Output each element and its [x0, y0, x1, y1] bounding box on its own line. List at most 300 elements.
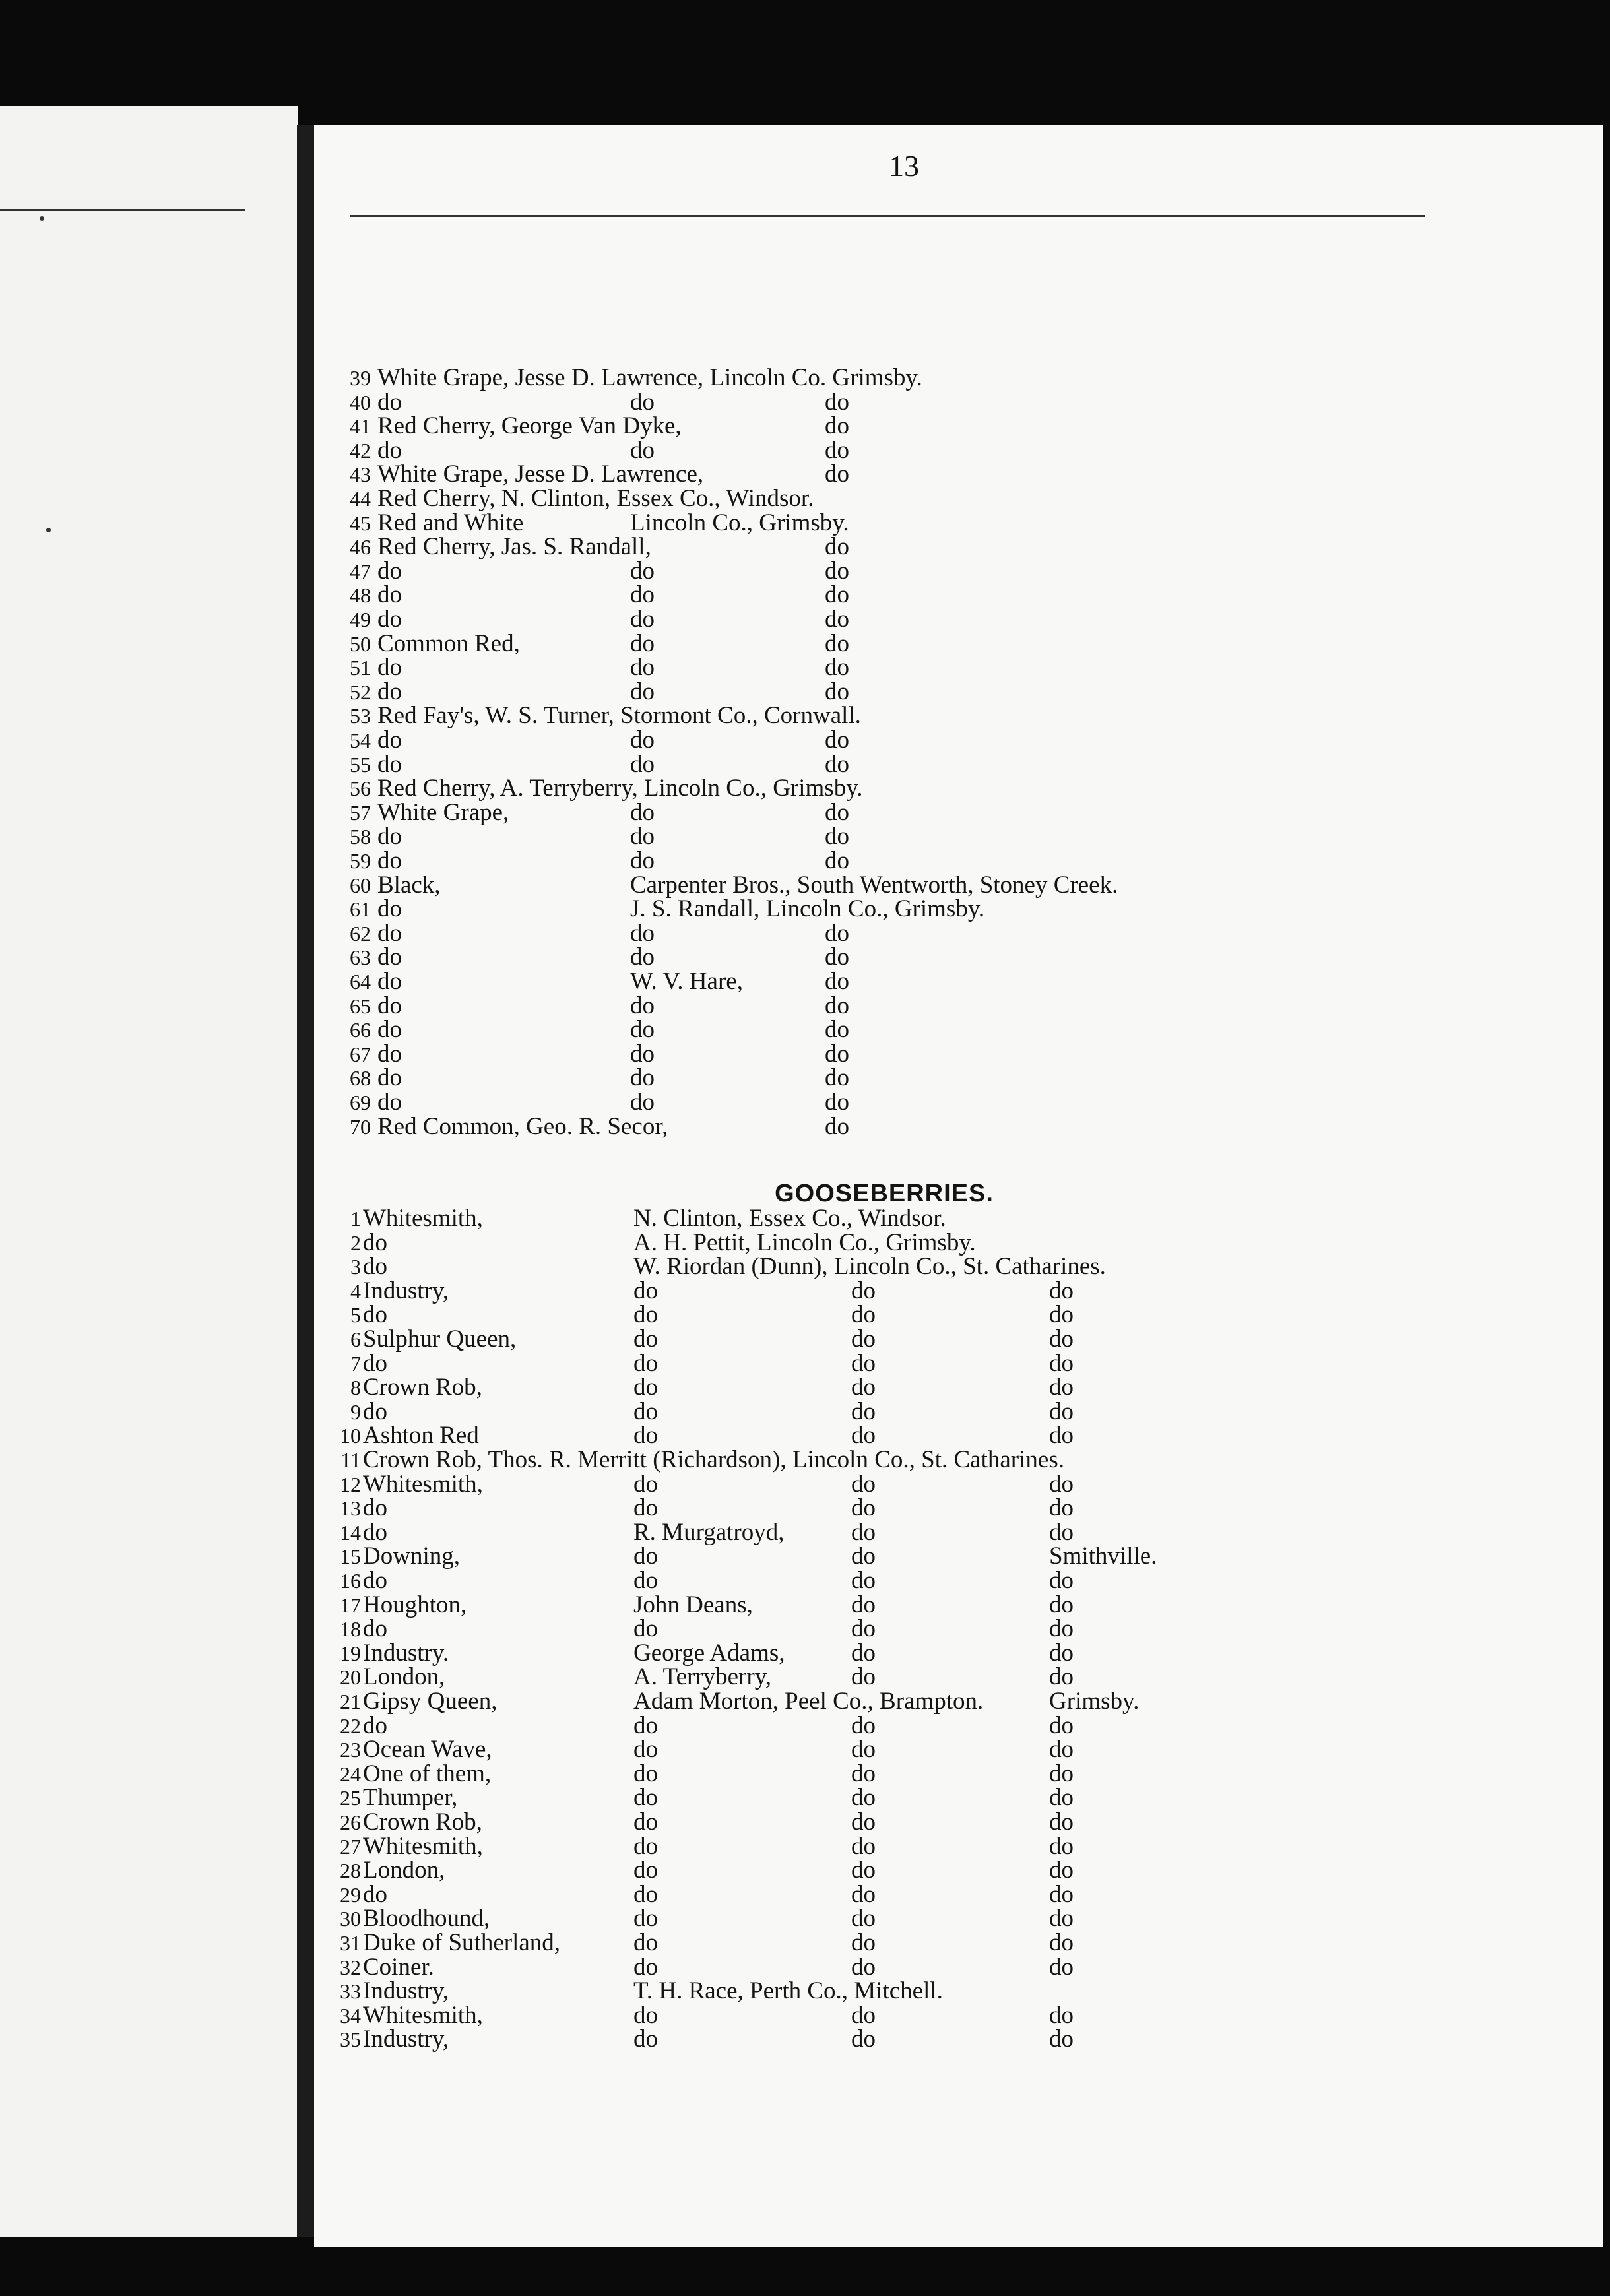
entry-cell: do — [825, 968, 849, 995]
entry-cell: do — [851, 1663, 876, 1691]
entry-cell: N. Clinton, Essex Co., Windsor. — [633, 1205, 946, 1232]
entry-cell: do — [633, 1929, 658, 1956]
entry-row — [0, 1065, 1610, 1091]
entry-number: 20 — [340, 1665, 361, 1690]
entry-cell: do — [851, 1422, 876, 1450]
paper-speck — [40, 216, 44, 221]
entry-row — [0, 1422, 1610, 1449]
entry-row — [0, 654, 1610, 681]
entry-number: 35 — [340, 2027, 361, 2052]
entry-row — [0, 2026, 1610, 2053]
entry-row — [0, 1205, 1610, 1232]
entry-cell: do — [630, 606, 655, 633]
entry-cell: do — [1049, 1422, 1074, 1450]
entry-cell: do — [377, 968, 402, 995]
entry-cell: do — [630, 629, 655, 657]
entry-number: 55 — [350, 752, 371, 777]
entry-cell: do — [1049, 1470, 1074, 1498]
entry-cell: do — [825, 557, 849, 585]
entry-cell: do — [1049, 1591, 1074, 1618]
entry-number: 24 — [340, 1762, 361, 1786]
entry-cell: Crown Rob, — [363, 1374, 482, 1401]
entry-cell: do — [377, 919, 402, 947]
entry-cell: do — [630, 1064, 655, 1092]
entry-row — [0, 679, 1610, 705]
entry-cell: do — [633, 1277, 658, 1304]
entry-number: 39 — [350, 366, 371, 390]
entry-cell: do — [633, 1808, 658, 1835]
entry-row — [0, 993, 1610, 1019]
entry-row — [0, 1761, 1610, 1787]
entry-cell: Whitesmith, — [363, 1205, 483, 1232]
entry-row — [0, 1302, 1610, 1328]
entry-cell: do — [633, 2001, 658, 2029]
entry-cell: do — [1049, 1518, 1074, 1546]
entry-cell: Red and White — [377, 509, 524, 536]
entry-cell: do — [825, 1016, 849, 1044]
entry-row — [0, 1114, 1610, 1140]
scan-background — [0, 2247, 1610, 2296]
entry-number: 1 — [350, 1207, 361, 1230]
entry-cell: do — [633, 1832, 658, 1860]
entry-cell: do — [633, 1784, 658, 1812]
entry-cell: Industry, — [363, 1277, 449, 1304]
entry-row — [0, 1471, 1610, 1498]
entry-cell: White Grape, Jesse D. Lawrence, Lincoln Co. Grimsby. — [377, 364, 922, 391]
entry-number: 64 — [350, 970, 371, 994]
entry-cell: do — [630, 943, 655, 971]
entry-cell: do — [633, 1470, 658, 1498]
entry-cell: Red Cherry, A. Terryberry, Lincoln Co., Grimsby. — [377, 775, 863, 802]
entry-cell: do — [851, 1374, 876, 1401]
entry-cell: do — [377, 943, 402, 971]
entry-cell: do — [630, 557, 655, 585]
entry-row — [0, 1254, 1610, 1280]
entry-cell: Black, — [377, 871, 441, 899]
entry-cell: Thumper, — [363, 1784, 458, 1812]
entry-number: 63 — [350, 945, 371, 970]
entry-cell: do — [630, 1016, 655, 1044]
entry-cell: do — [630, 388, 655, 416]
entry-cell: do — [851, 1349, 876, 1377]
entry-cell: Red Cherry, Jas. S. Randall, — [377, 533, 651, 561]
entry-cell: do — [377, 847, 402, 874]
entry-cell: Lincoln Co., Grimsby. — [630, 509, 849, 536]
entry-cell: do — [851, 1494, 876, 1522]
entry-cell: do — [851, 1301, 876, 1329]
entry-cell: Ashton Red — [363, 1422, 479, 1450]
entry-cell: J. S. Randall, Lincoln Co., Grimsby. — [630, 895, 985, 923]
entry-cell: do — [825, 629, 849, 657]
entry-number: 31 — [340, 1931, 361, 1955]
entry-cell: do — [1049, 1349, 1074, 1377]
entry-cell: do — [633, 1301, 658, 1329]
entry-cell: do — [825, 581, 849, 609]
entry-cell: Gipsy Queen, — [363, 1688, 498, 1715]
entry-row — [0, 365, 1610, 391]
entry-cell: do — [1049, 1325, 1074, 1353]
entry-cell: do — [1049, 1277, 1074, 1304]
entry-number: 21 — [340, 1690, 361, 1713]
entry-cell: do — [633, 1880, 658, 1908]
entry-row — [0, 1278, 1610, 1304]
entry-cell: do — [633, 1905, 658, 1932]
entry-number: 46 — [350, 535, 371, 559]
entry-cell: do — [633, 1760, 658, 1787]
entry-cell: do — [825, 654, 849, 682]
entry-row — [0, 582, 1610, 608]
entry-cell: Sulphur Queen, — [363, 1325, 517, 1353]
entry-cell: do — [851, 1567, 876, 1594]
entry-cell: do — [1049, 1397, 1074, 1425]
entry-cell: do — [851, 1857, 876, 1884]
entry-number: 33 — [340, 1979, 361, 2004]
entry-row — [0, 1713, 1610, 1739]
entry-number: 13 — [340, 1496, 361, 1521]
entry-number: 62 — [350, 921, 371, 945]
entry-cell: R. Murgatroyd, — [633, 1518, 785, 1546]
entry-cell: Smithville. — [1049, 1543, 1157, 1570]
entry-cell: do — [633, 2025, 658, 2053]
entry-cell: do — [1049, 1736, 1074, 1764]
entry-cell: do — [633, 1736, 658, 1764]
entry-cell: do — [633, 1857, 658, 1884]
entry-cell: White Grape, Jesse D. Lawrence, — [377, 461, 704, 488]
entry-cell: do — [851, 1929, 876, 1956]
entry-number: 59 — [350, 849, 371, 873]
entry-number: 57 — [350, 800, 371, 825]
entry-cell: do — [377, 895, 402, 923]
entry-cell: do — [851, 1880, 876, 1908]
entry-row — [0, 1857, 1610, 1884]
entry-number: 48 — [350, 583, 371, 608]
entry-cell: do — [1049, 1494, 1074, 1522]
entry-cell: do — [633, 1953, 658, 1981]
entry-cell: do — [825, 1064, 849, 1092]
entry-cell: do — [630, 1089, 655, 1116]
entry-cell: do — [1049, 2001, 1074, 2029]
entry-cell: Red Cherry, George Van Dyke, — [377, 412, 682, 440]
entry-cell: W. Riordan (Dunn), Lincoln Co., St. Catharines. — [633, 1253, 1106, 1281]
entry-row — [0, 1640, 1610, 1667]
entry-cell: do — [851, 1905, 876, 1932]
entry-number: 52 — [350, 680, 371, 704]
entry-cell: T. H. Race, Perth Co., Mitchell. — [633, 1977, 943, 2005]
entry-number: 3 — [350, 1255, 361, 1279]
entry-cell: Downing, — [363, 1543, 460, 1570]
entry-row — [0, 920, 1610, 947]
entry-cell: do — [851, 1953, 876, 1981]
entry-cell: do — [825, 992, 849, 1019]
entry-row — [0, 2002, 1610, 2029]
entry-cell: do — [851, 2025, 876, 2053]
entry-number: 67 — [350, 1042, 371, 1066]
entry-number: 29 — [340, 1882, 361, 1907]
entry-number: 30 — [340, 1907, 361, 1931]
entry-number: 47 — [350, 559, 371, 583]
entry-row — [0, 823, 1610, 850]
entry-cell: do — [825, 847, 849, 874]
entry-row — [0, 896, 1610, 922]
entry-cell: do — [825, 726, 849, 753]
entry-number: 27 — [340, 1834, 361, 1859]
entry-cell: do — [825, 919, 849, 947]
entry-row — [0, 1592, 1610, 1618]
entry-row — [0, 1519, 1610, 1546]
entry-cell: do — [377, 436, 402, 464]
entry-cell: do — [377, 1016, 402, 1044]
entry-cell: do — [633, 1422, 658, 1450]
entry-cell: do — [377, 678, 402, 705]
entry-cell: do — [825, 1112, 849, 1140]
entry-cell: do — [630, 654, 655, 682]
entry-cell: do — [630, 581, 655, 609]
entry-cell: do — [851, 1470, 876, 1498]
entry-cell: Duke of Sutherland, — [363, 1929, 561, 1956]
entry-cell: Grimsby. — [1049, 1688, 1140, 1715]
entry-row — [0, 1834, 1610, 1860]
entry-cell: do — [825, 436, 849, 464]
entry-cell: do — [377, 1040, 402, 1068]
entry-cell: do — [633, 1349, 658, 1377]
entry-cell: Ocean Wave, — [363, 1736, 492, 1764]
entry-cell: do — [363, 1397, 387, 1425]
entry-row — [0, 486, 1610, 512]
entry-number: 12 — [340, 1472, 361, 1496]
page-number: 13 — [889, 149, 919, 183]
entry-cell: W. V. Hare, — [630, 968, 743, 995]
entry-cell: do — [851, 1591, 876, 1618]
entry-cell: do — [363, 1494, 387, 1522]
entry-number: 28 — [340, 1859, 361, 1883]
entry-cell: Red Cherry, N. Clinton, Essex Co., Windsor. — [377, 485, 814, 512]
entry-cell: do — [377, 750, 402, 778]
entry-number: 9 — [350, 1399, 361, 1424]
entry-cell: do — [363, 1711, 387, 1739]
entry-cell: Whitesmith, — [363, 2001, 483, 2029]
entry-cell: do — [851, 1615, 876, 1643]
entry-row — [0, 1230, 1610, 1256]
entry-row — [0, 703, 1610, 729]
entry-cell: do — [851, 1277, 876, 1304]
entry-row — [0, 1399, 1610, 1425]
entry-cell: do — [630, 798, 655, 826]
entry-row — [0, 969, 1610, 995]
entry-cell: do — [1049, 1953, 1074, 1981]
entry-cell: do — [1049, 1639, 1074, 1667]
entry-cell: do — [1049, 1905, 1074, 1932]
entry-row — [0, 1568, 1610, 1594]
entry-number: 7 — [350, 1351, 361, 1376]
entry-number: 43 — [350, 462, 371, 487]
entry-cell: Red Fay's, W. S. Turner, Stormont Co., Cornwall. — [377, 702, 861, 730]
entry-number: 2 — [350, 1230, 361, 1255]
entry-cell: do — [851, 1325, 876, 1353]
entry-row — [0, 1882, 1610, 1908]
entry-cell: do — [630, 1040, 655, 1068]
entry-number: 5 — [350, 1303, 361, 1327]
entry-number: 54 — [350, 728, 371, 752]
entry-number: 69 — [350, 1091, 371, 1114]
entry-number: 19 — [340, 1641, 361, 1665]
entry-row — [0, 1954, 1610, 1981]
entry-number: 8 — [350, 1376, 361, 1400]
entry-cell: do — [1049, 1880, 1074, 1908]
entry-row — [0, 389, 1610, 416]
entry-cell: White Grape, — [377, 798, 509, 826]
entry-row — [0, 534, 1610, 560]
entry-cell: do — [630, 823, 655, 850]
entry-cell: do — [1049, 1857, 1074, 1884]
entry-row — [0, 1809, 1610, 1835]
entry-row — [0, 413, 1610, 439]
entry-row — [0, 1905, 1610, 1932]
entry-cell: do — [851, 1760, 876, 1787]
entry-cell: do — [363, 1228, 387, 1256]
entry-cell: do — [377, 388, 402, 416]
entry-row — [0, 558, 1610, 585]
entry-row — [0, 437, 1610, 464]
entry-row — [0, 1930, 1610, 1956]
entry-cell: do — [1049, 1784, 1074, 1812]
entry-cell: do — [377, 654, 402, 682]
entry-row — [0, 1447, 1610, 1473]
entry-row — [0, 1616, 1610, 1642]
entry-cell: do — [363, 1518, 387, 1546]
entry-cell: Common Red, — [377, 629, 520, 657]
entry-number: 68 — [350, 1066, 371, 1091]
entry-cell: Red Common, Geo. R. Secor, — [377, 1112, 668, 1140]
entry-row — [0, 1089, 1610, 1116]
entry-row — [0, 606, 1610, 633]
entry-number: 49 — [350, 608, 371, 631]
entry-cell: do — [633, 1325, 658, 1353]
entry-cell: do — [377, 606, 402, 633]
entry-row — [0, 631, 1610, 657]
entry-number: 61 — [350, 897, 371, 922]
entry-cell: Whitesmith, — [363, 1470, 483, 1498]
entry-cell: A. Terryberry, — [633, 1663, 772, 1691]
entry-row — [0, 1737, 1610, 1763]
entry-cell: do — [851, 1808, 876, 1835]
entry-row — [0, 800, 1610, 826]
entry-cell: do — [851, 1832, 876, 1860]
entry-row — [0, 1041, 1610, 1068]
entry-cell: One of them, — [363, 1760, 492, 1787]
entry-cell: do — [633, 1374, 658, 1401]
entry-cell: do — [851, 1784, 876, 1812]
entry-cell: do — [377, 557, 402, 585]
entry-cell: do — [633, 1397, 658, 1425]
entry-cell: do — [377, 1064, 402, 1092]
entry-cell: do — [377, 726, 402, 753]
entry-row — [0, 872, 1610, 899]
entry-row — [0, 1664, 1610, 1690]
entry-cell: do — [633, 1494, 658, 1522]
entry-number: 32 — [340, 1955, 361, 1979]
entry-number: 17 — [340, 1593, 361, 1617]
entry-cell: do — [1049, 1711, 1074, 1739]
entry-cell: George Adams, — [633, 1639, 785, 1667]
entry-number: 4 — [350, 1279, 361, 1303]
header-rule — [350, 215, 1425, 217]
entry-cell: do — [1049, 1374, 1074, 1401]
entry-cell: A. H. Pettit, Lincoln Co., Grimsby. — [633, 1228, 976, 1256]
entry-cell: do — [1049, 1929, 1074, 1956]
entry-cell: Coiner. — [363, 1953, 434, 1981]
entry-number: 60 — [350, 873, 371, 897]
entry-cell: London, — [363, 1663, 445, 1691]
entry-number: 45 — [350, 511, 371, 535]
entry-cell: do — [851, 1543, 876, 1570]
entry-cell: do — [825, 606, 849, 633]
facing-page-rule — [0, 209, 245, 211]
entry-cell: Adam Morton, Peel Co., Brampton. — [633, 1688, 984, 1715]
entry-cell: do — [363, 1349, 387, 1377]
entry-cell: do — [825, 1040, 849, 1068]
entry-cell: do — [363, 1615, 387, 1643]
entry-cell: do — [1049, 2025, 1074, 2053]
entry-cell: do — [1049, 1663, 1074, 1691]
entry-number: 10 — [340, 1424, 361, 1448]
entry-number: 66 — [350, 1018, 371, 1042]
entry-cell: do — [630, 847, 655, 874]
entry-cell: Industry. — [363, 1639, 449, 1667]
entry-cell: do — [825, 750, 849, 778]
entry-cell: do — [630, 678, 655, 705]
entry-cell: do — [633, 1711, 658, 1739]
entry-cell: Industry, — [363, 2025, 449, 2053]
entry-number: 56 — [350, 777, 371, 801]
entry-row — [0, 1688, 1610, 1715]
entry-number: 22 — [340, 1713, 361, 1738]
entry-cell: Industry, — [363, 1977, 449, 2005]
entry-row — [0, 1351, 1610, 1377]
entry-cell: do — [851, 2001, 876, 2029]
entry-cell: do — [1049, 1832, 1074, 1860]
entry-number: 34 — [340, 2003, 361, 2027]
entry-row — [0, 1978, 1610, 2004]
entry-number: 26 — [340, 1810, 361, 1834]
entry-row — [0, 1374, 1610, 1401]
entry-number: 40 — [350, 390, 371, 414]
entry-number: 11 — [340, 1448, 361, 1472]
entry-row — [0, 848, 1610, 874]
entry-cell: do — [377, 581, 402, 609]
entry-number: 44 — [350, 487, 371, 511]
entry-cell: Crown Rob, — [363, 1808, 482, 1835]
entry-cell: Whitesmith, — [363, 1832, 483, 1860]
entry-cell: do — [825, 678, 849, 705]
entry-row — [0, 1543, 1610, 1570]
entry-cell: do — [1049, 1615, 1074, 1643]
entry-cell: do — [851, 1736, 876, 1764]
entry-number: 18 — [340, 1617, 361, 1642]
entry-row — [0, 461, 1610, 488]
entry-cell: do — [630, 992, 655, 1019]
entry-cell: Carpenter Bros., South Wentworth, Stoney Creek. — [630, 871, 1118, 899]
entry-row — [0, 1326, 1610, 1353]
entry-cell: do — [1049, 1808, 1074, 1835]
entry-row — [0, 1017, 1610, 1043]
entry-cell: do — [825, 823, 849, 850]
entry-cell: do — [825, 943, 849, 971]
entry-number: 14 — [340, 1520, 361, 1545]
entry-row — [0, 510, 1610, 536]
entry-number: 42 — [350, 438, 371, 462]
entry-cell: do — [825, 388, 849, 416]
entry-cell: do — [630, 436, 655, 464]
